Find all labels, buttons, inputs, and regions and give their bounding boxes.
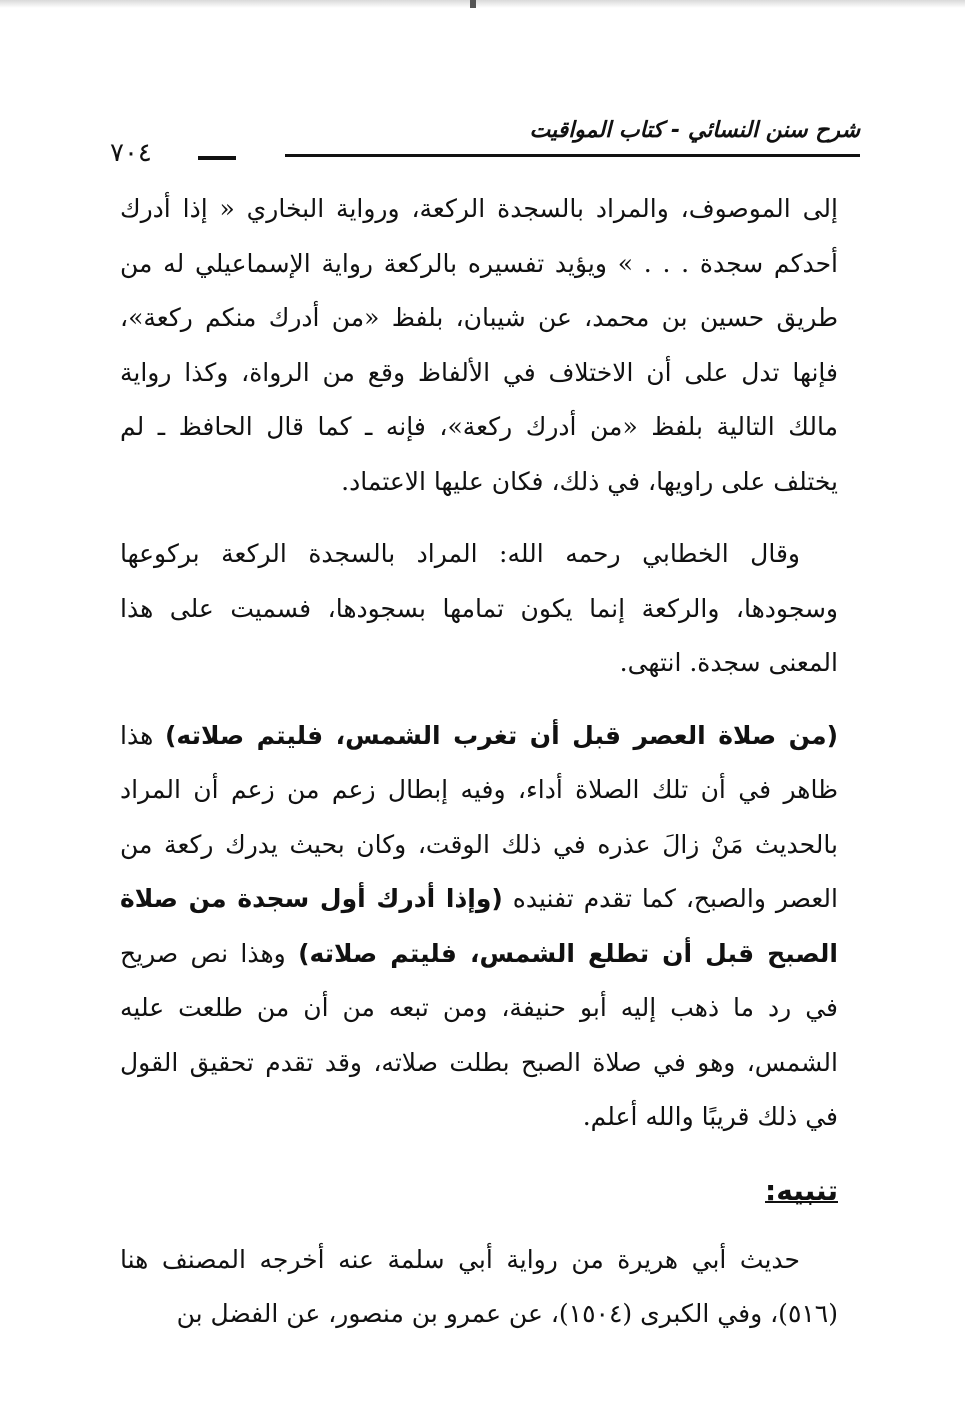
note-heading: تنبيه: xyxy=(765,1173,838,1207)
hadith-quote-1: (من صلاة العصر قبل أن تغرب الشمس، فليتم صلاته) xyxy=(164,720,838,750)
running-header xyxy=(110,112,860,172)
header-rule xyxy=(285,154,860,157)
paragraph-3-text-b: وهذا نص صريح في رد ما ذهب إليه أبو حنيفة، ومن تبعه من أن من طلعت عليه الشمس، وهو في صلاة الصبح بطلت صلاته، وقد تقدم تحقيق القول في ذلك قريبًا والله أعلم. xyxy=(120,938,838,1131)
paragraph-3-text-a: هذا ظاهر في أن تلك الصلاة أداء، وفيه إبطال زعم من زعم أن المراد بالحديث مَنْ زالَ عذره في ذلك الوقت، وكان بحيث يدرك ركعة من العصر والصبح، كما تقدم تفنيده xyxy=(120,720,838,913)
page-body xyxy=(120,182,838,1342)
paragraph-3 xyxy=(120,709,838,1145)
page-number: ٧٠٤ xyxy=(110,138,152,168)
book-title: شرح سنن النسائي - كتاب المواقيت xyxy=(529,118,860,143)
paragraph-1: إلى الموصوف، والمراد بالسجدة الركعة، ورواية البخاري « إذا أدرك أحدكم سجدة . . . » ويؤيد تفسيره بالركعة رواية الإسماعيلي له من طريق حسين بن محمد، عن شيبان، بلفظ «من أدرك منكم ركعة»، فإنها تدل على أن الاختلاف في الألفاظ وقع من الرواة، وكذا رواية مالك التالية بلفظ «من أدرك ركعة»، فإنه ـ كما قال الحافظ ـ لم يختلف على راويها، في ذلك، فكان عليها الاعتماد. xyxy=(120,194,838,496)
page-number-rule xyxy=(198,156,236,160)
scan-edge xyxy=(0,0,965,8)
scan-mark xyxy=(470,0,476,8)
note-paragraph: حديث أبي هريرة من رواية أبي سلمة عنه أخرجه المصنف هنا (٥١٦)، وفي الكبرى (١٥٠٤)، عن عمرو بن منصور، عن الفضل بن xyxy=(120,1244,838,1328)
hadith-quote-2: (وإذا أدرك أول سجدة من صلاة الصبح قبل أن تطلع الشمس، فليتم صلاته) xyxy=(120,884,838,968)
paragraph-2: وقال الخطابي رحمه الله: المراد بالسجدة الركعة بركوعها وسجودها، والركعة إنما يكون تمامها بسجودها، فسميت على هذا المعنى سجدة. انتهى. xyxy=(120,539,838,677)
